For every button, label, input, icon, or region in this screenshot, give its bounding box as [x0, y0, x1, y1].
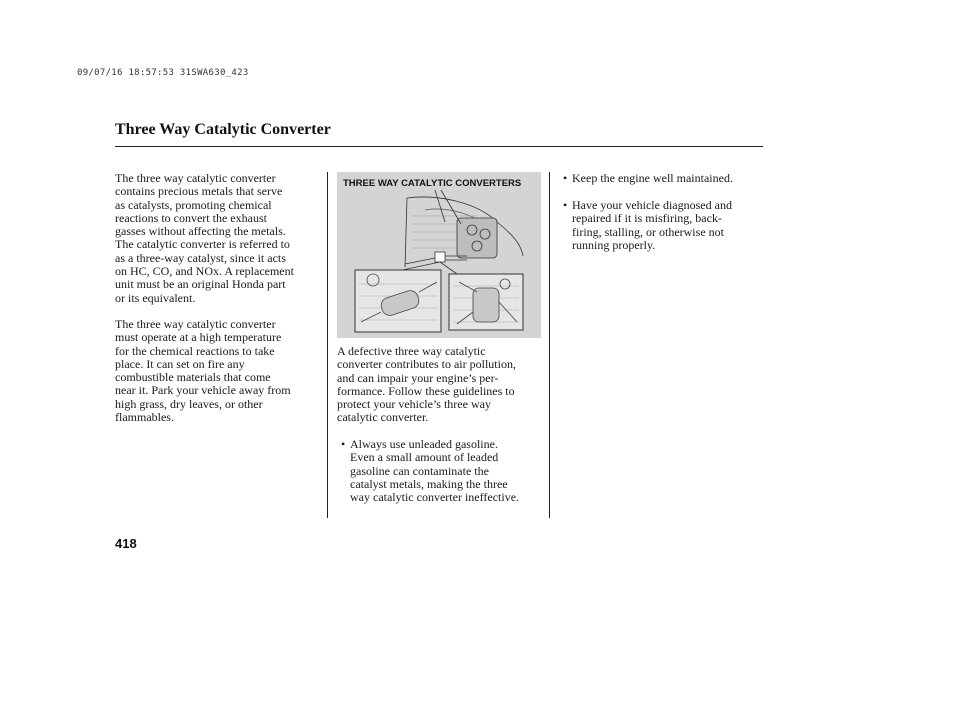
column-divider-left [327, 172, 328, 518]
temperature-paragraph: The three way catalytic converter must operate at a high temperature for the chemical reactions to take place. It can set on fire any combustible materials that come near it. Park your vehicle away from high grass, dry leaves, or other flammables. [115, 317, 291, 425]
page-number: 418 [115, 536, 137, 551]
intro-paragraph: The three way catalytic converter contains precious metals that serve as catalysts, promoting chemical reactions to convert the exhaust gasses without affecting the metals. The catalytic converter is referred to as a three-way catalyst, since it acts on HC, CO, and NOx. A replacement unit must be an original Honda part or its equivalent. [115, 171, 294, 305]
column-divider-right [549, 172, 550, 518]
unleaded-gasoline-bullet: • Always use unleaded gasoline. Even a small amount of leaded gasoline can contaminate the catalyst metals, making the three way catalytic converter ineffective. [341, 437, 520, 505]
bullet-mark: • [563, 171, 568, 185]
print-stamp: 09/07/16 18:57:53 31SWA630_423 [77, 68, 249, 78]
bullet-mark: • [563, 198, 568, 212]
bullet-mark: • [341, 437, 346, 451]
catalytic-converter-figure [337, 172, 541, 338]
page-title: Three Way Catalytic Converter [115, 121, 331, 138]
figure-title: THREE WAY CATALYTIC CONVERTERS [343, 178, 522, 189]
title-rule [115, 146, 763, 147]
defective-converter-paragraph: A defective three way catalytic converter contributes to air pollution, and can impair your engine’s per- formance. Follow these guidelines to protect your vehicle’s three way catalytic converter. [337, 344, 516, 425]
diagnosis-bullet: • Have your vehicle diagnosed and repaired if it is misfiring, back- firing, stalling, or otherwise not running properly. [563, 198, 732, 252]
converter-illustration [337, 172, 541, 338]
maintenance-bullet: • Keep the engine well maintained. [563, 171, 733, 185]
